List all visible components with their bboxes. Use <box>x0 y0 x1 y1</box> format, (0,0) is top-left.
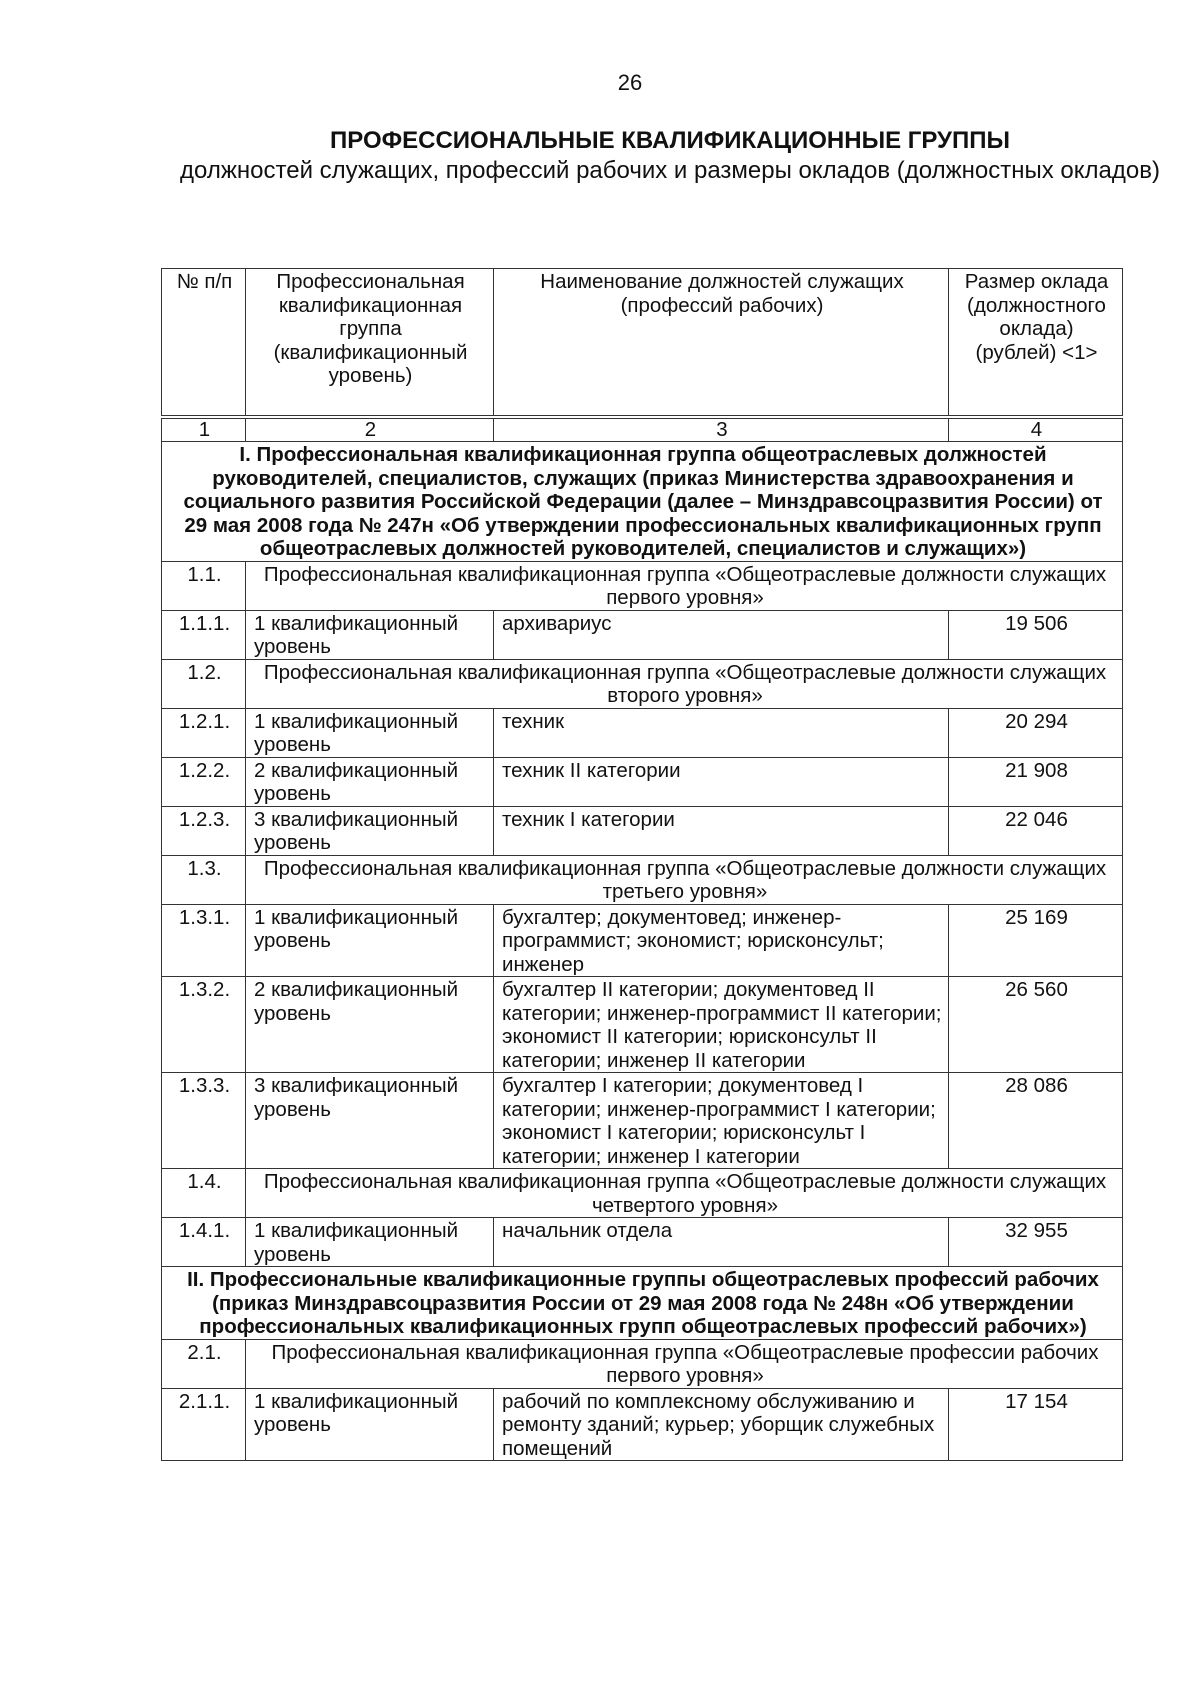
column-number: 3 <box>494 417 949 442</box>
table-row <box>162 610 1123 659</box>
column-number-row <box>162 417 1123 442</box>
table-row <box>162 1218 1123 1267</box>
salary-cell: 19 506 <box>949 610 1123 659</box>
group-label: Профессиональная квалификационная группа «Общеотраслевые должности служащих первого уровня» <box>246 561 1123 610</box>
section-2-heading: II. Профессиональные квалификационные группы общеотраслевых профессий рабочих (приказ Минздравсоцразвития России от 29 мая 2008 года № 248н «Об утверждении профессиональных квалификационных групп общеотраслевых профессий рабочих») <box>162 1267 1123 1340</box>
table-row <box>162 708 1123 757</box>
qualification-level: 1 квалификационный уровень <box>246 708 494 757</box>
row-number: 1.3.3. <box>162 1073 246 1169</box>
title-line-2: должностей служащих, профессий рабочих и размеры окладов (должностных окладов) <box>180 157 1160 184</box>
row-number: 1.2.1. <box>162 708 246 757</box>
positions-cell: техник <box>494 708 949 757</box>
group-row <box>162 1169 1123 1218</box>
salary-cell: 22 046 <box>949 806 1123 855</box>
salary-table <box>161 268 1123 1461</box>
section-1-heading: I. Профессиональная квалификационная группа общеотраслевых должностей руководителей, специалистов, служащих (приказ Министерства здравоохранения и социального развития Российской Федерации (далее – Минздравсоцразвития России) от 29 мая 2008 года № 247н «Об утверждении профессиональных квалификационных групп общеотраслевых должностей руководителей, специалистов и служащих») <box>162 442 1123 562</box>
qualification-level: 1 квалификационный уровень <box>246 1388 494 1461</box>
qualification-level: 2 квалификационный уровень <box>246 977 494 1073</box>
salary-cell: 20 294 <box>949 708 1123 757</box>
group-number: 1.4. <box>162 1169 246 1218</box>
positions-cell: начальник отдела <box>494 1218 949 1267</box>
row-number: 1.2.3. <box>162 806 246 855</box>
qualification-level: 1 квалификационный уровень <box>246 904 494 977</box>
positions-cell: архивариус <box>494 610 949 659</box>
salary-cell: 17 154 <box>949 1388 1123 1461</box>
salary-cell: 32 955 <box>949 1218 1123 1267</box>
table-row <box>162 1388 1123 1461</box>
group-number: 1.2. <box>162 659 246 708</box>
qualification-level: 3 квалификационный уровень <box>246 806 494 855</box>
qualification-level: 1 квалификационный уровень <box>246 610 494 659</box>
group-row <box>162 855 1123 904</box>
row-number: 1.3.1. <box>162 904 246 977</box>
qualification-level: 3 квалификационный уровень <box>246 1073 494 1169</box>
positions-cell: техник I категории <box>494 806 949 855</box>
group-label: Профессиональная квалификационная группа «Общеотраслевые должности служащих третьего уровня» <box>246 855 1123 904</box>
group-label: Профессиональная квалификационная группа «Общеотраслевые должности служащих четвертого уровня» <box>246 1169 1123 1218</box>
group-label: Профессиональная квалификационная группа «Общеотраслевые профессии рабочих первого уровня» <box>246 1339 1123 1388</box>
column-number: 1 <box>162 417 246 442</box>
table-row <box>162 806 1123 855</box>
table-row <box>162 977 1123 1073</box>
header-salary: Размер оклада (должностного оклада) (рублей) <1> <box>949 269 1123 418</box>
group-number: 2.1. <box>162 1339 246 1388</box>
group-row <box>162 659 1123 708</box>
document-title <box>175 126 1165 186</box>
positions-cell: техник II категории <box>494 757 949 806</box>
group-row <box>162 1339 1123 1388</box>
column-number: 4 <box>949 417 1123 442</box>
section-row <box>162 442 1123 562</box>
header-group: Профессиональная квалификационная группа (квалификационный уровень) <box>246 269 494 418</box>
table-row <box>162 904 1123 977</box>
salary-cell: 28 086 <box>949 1073 1123 1169</box>
table-header-row <box>162 269 1123 418</box>
salary-cell: 25 169 <box>949 904 1123 977</box>
positions-cell: рабочий по комплексному обслуживанию и ремонту зданий; курьер; уборщик служебных помещений <box>494 1388 949 1461</box>
section-row <box>162 1267 1123 1340</box>
title-line-1: ПРОФЕССИОНАЛЬНЫЕ КВАЛИФИКАЦИОННЫЕ ГРУППЫ <box>330 127 1010 154</box>
positions-cell: бухгалтер I категории; документовед I категории; инженер-программист I категории; экономист I категории; юрисконсульт I категории; инженер I категории <box>494 1073 949 1169</box>
group-number: 1.3. <box>162 855 246 904</box>
row-number: 1.2.2. <box>162 757 246 806</box>
salary-cell: 21 908 <box>949 757 1123 806</box>
header-positions: Наименование должностей служащих (профессий рабочих) <box>494 269 949 418</box>
row-number: 1.3.2. <box>162 977 246 1073</box>
positions-cell: бухгалтер; документовед; инженер-программист; экономист; юрисконсульт; инженер <box>494 904 949 977</box>
header-num: № п/п <box>162 269 246 418</box>
page-number: 26 <box>617 70 643 95</box>
row-number: 1.1.1. <box>162 610 246 659</box>
group-label: Профессиональная квалификационная группа «Общеотраслевые должности служащих второго уровня» <box>246 659 1123 708</box>
qualification-level: 1 квалификационный уровень <box>246 1218 494 1267</box>
table-row <box>162 1073 1123 1169</box>
column-number: 2 <box>246 417 494 442</box>
group-row <box>162 561 1123 610</box>
row-number: 2.1.1. <box>162 1388 246 1461</box>
row-number: 1.4.1. <box>162 1218 246 1267</box>
positions-cell: бухгалтер II категории; документовед II категории; инженер-программист II категории; экономист II категории; юрисконсульт II категории; инженер II категории <box>494 977 949 1073</box>
table-row <box>162 757 1123 806</box>
qualification-level: 2 квалификационный уровень <box>246 757 494 806</box>
salary-cell: 26 560 <box>949 977 1123 1073</box>
group-number: 1.1. <box>162 561 246 610</box>
